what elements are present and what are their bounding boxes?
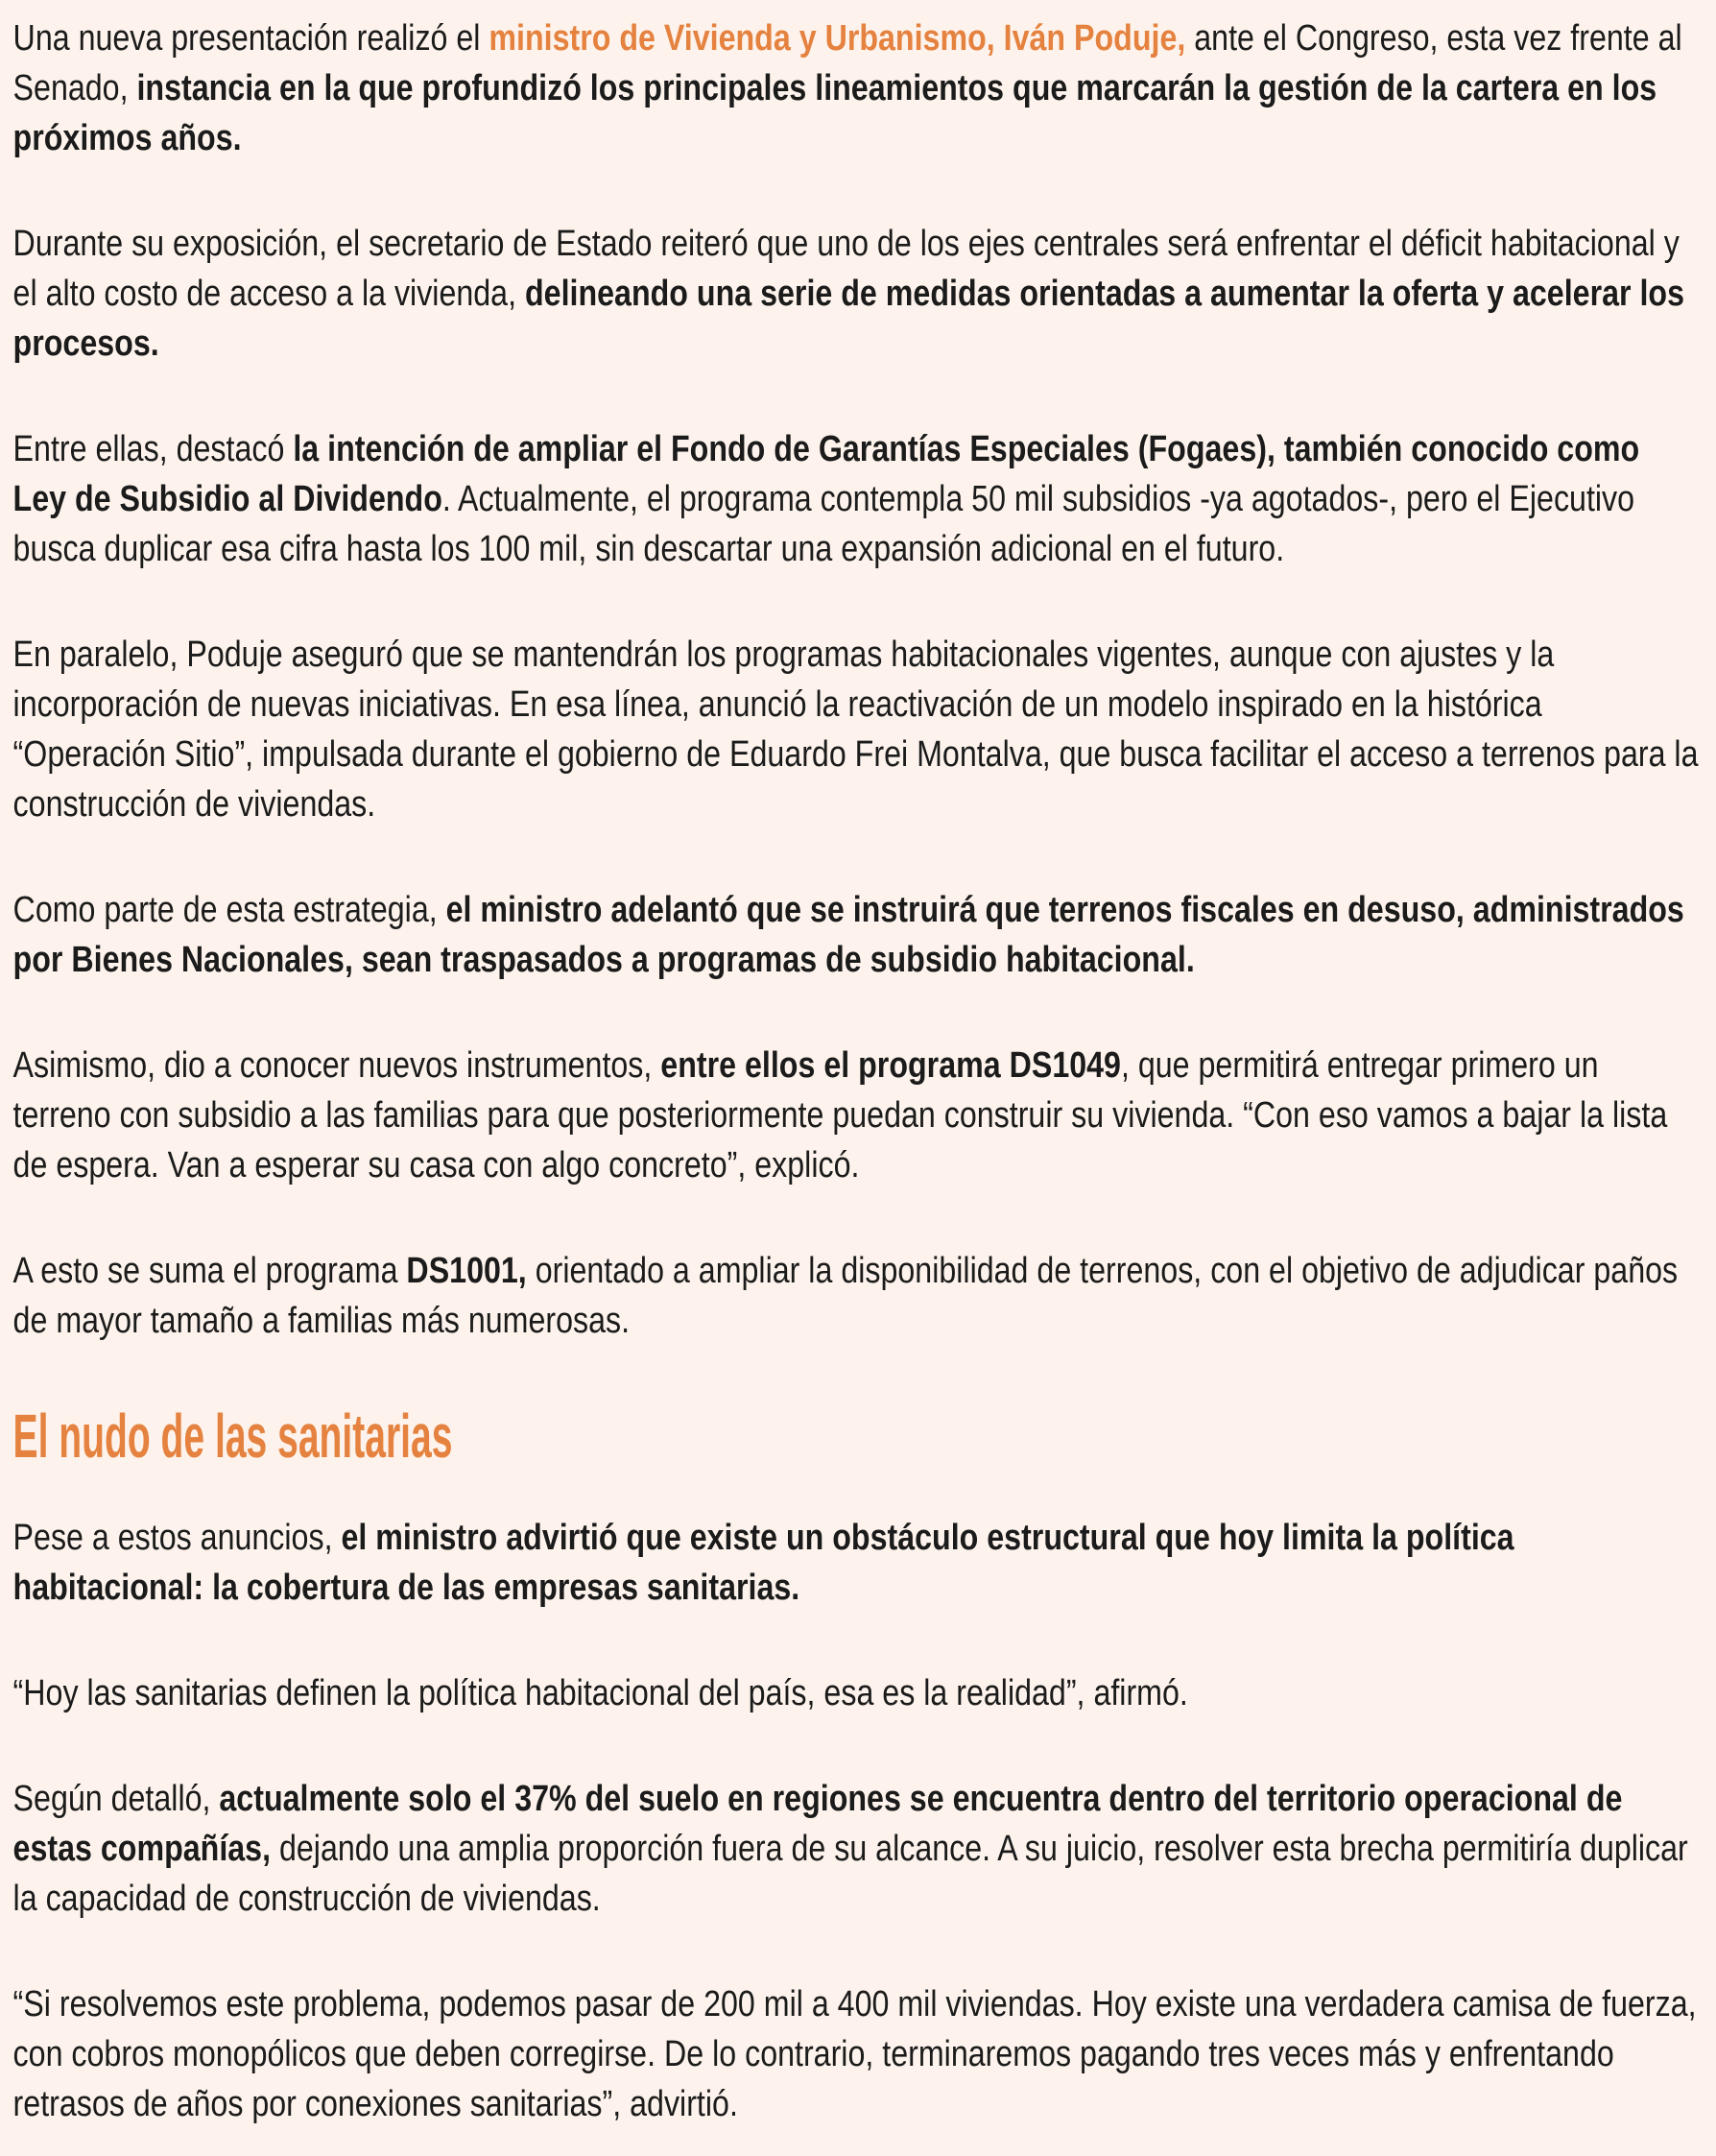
- paragraph: [13, 13, 1701, 163]
- text-run: dejando una amplia proporción fuera de su alcance. A su juicio, resolver esta brecha permitiría duplicar la capacidad de construcción de viviendas.: [12, 1829, 1688, 1919]
- text-run: Una nueva presentación realizó el: [12, 18, 489, 59]
- text-run: A esto se suma el programa: [12, 1251, 407, 1291]
- text-run: “Si resolvemos este problema, podemos pasar de 200 mil a 400 mil viviendas. Hoy existe una verdadera camisa de fuerza, con cobros monopólicos que deben corregirse. De lo contrario, terminaremos pagando tres veces más y enfrentando retrasos de años por conexiones sanitarias”, advirtió.: [12, 1984, 1697, 2124]
- text-run: . Actualmente, el programa contempla 50 mil subsidios -ya agotados-, pero el Ejecutivo busca duplicar esa cifra hasta los 100 mil, sin descartar una expansión adicional en el futuro.: [12, 479, 1635, 569]
- text-run: delineando una serie de medidas orientadas a aumentar la oferta y acelerar los procesos.: [12, 274, 1685, 364]
- text-run: Durante su exposición, el secretario de Estado reiteró que uno de los ejes centrales será enfrentar el déficit habitacional y el alto costo de acceso a la vivienda,: [12, 224, 1680, 314]
- text-run: DS1001,: [406, 1251, 527, 1291]
- section-heading: [13, 1401, 1227, 1471]
- section-heading-text: El nudo de las sanitarias: [12, 1401, 453, 1471]
- text-run: En paralelo, Poduje aseguró que se mantendrán los programas habitacionales vigentes, aunque con ajustes y la incorporación de nuevas iniciativas. En esa línea, anunció la reactivación de un modelo inspirado en la histórica “Operación Sitio”, impulsada durante el gobierno de Eduardo Frei Montalva, que busca facilitar el acceso a terrenos para la construcción de viviendas.: [12, 635, 1699, 825]
- text-run: “Hoy las sanitarias definen la política habitacional del país, esa es la realidad”, afirmó.: [12, 1673, 1188, 1713]
- inline-link[interactable]: ministro de Vivienda y Urbanismo, Iván Poduje,: [489, 18, 1186, 59]
- text-run: orientado a ampliar la disponibilidad de terrenos, con el objetivo de adjudicar paños de mayor tamaño a familias más numerosas.: [12, 1251, 1679, 1341]
- paragraph: [13, 424, 1701, 574]
- text-run: ante el Congreso, esta vez frente al Senado,: [12, 18, 1682, 108]
- text-run: Según detalló,: [12, 1779, 220, 1819]
- text-run: Como parte de esta estrategia,: [12, 890, 446, 930]
- paragraph: [13, 630, 1701, 829]
- text-run: instancia en la que profundizó los principales lineamientos que marcarán la gestión de la cartera en los próximos años.: [12, 68, 1657, 158]
- paragraph: [13, 1774, 1701, 1924]
- text-run: actualmente solo el 37% del suelo en regiones se encuentra dentro del territorio operacional de estas compañías,: [12, 1779, 1623, 1869]
- paragraph: [13, 1246, 1701, 1346]
- paragraph: [13, 1513, 1701, 1613]
- text-run: Entre ellas, destacó: [12, 429, 294, 469]
- paragraph: [13, 1979, 1701, 2129]
- paragraph: [13, 1041, 1701, 1190]
- text-run: Asimismo, dio a conocer nuevos instrumentos,: [12, 1045, 661, 1086]
- text-run: Pese a estos anuncios,: [12, 1518, 342, 1558]
- paragraph: [13, 1668, 1701, 1718]
- text-run: entre ellos el programa DS1049: [660, 1045, 1121, 1086]
- paragraph: [13, 219, 1701, 369]
- paragraph: [13, 885, 1701, 985]
- text-run: la intención de ampliar el Fondo de Garantías Especiales (Fogaes), también conocido como Ley de Subsidio al Dividendo: [12, 429, 1640, 519]
- text-run: el ministro advirtió que existe un obstáculo estructural que hoy limita la política habitacional: la cobertura de las empresas sanitarias.: [12, 1518, 1514, 1608]
- text-run: , que permitirá entregar primero un terreno con subsidio a las familias para que posteriormente puedan construir su vivienda. “Con eso vamos a bajar la lista de espera. Van a esperar su casa con algo concreto”, explicó.: [12, 1045, 1668, 1186]
- text-run: el ministro adelantó que se instruirá que terrenos fiscales en desuso, administrados por Bienes Nacionales, sean traspasados a programas de subsidio habitacional.: [12, 890, 1684, 980]
